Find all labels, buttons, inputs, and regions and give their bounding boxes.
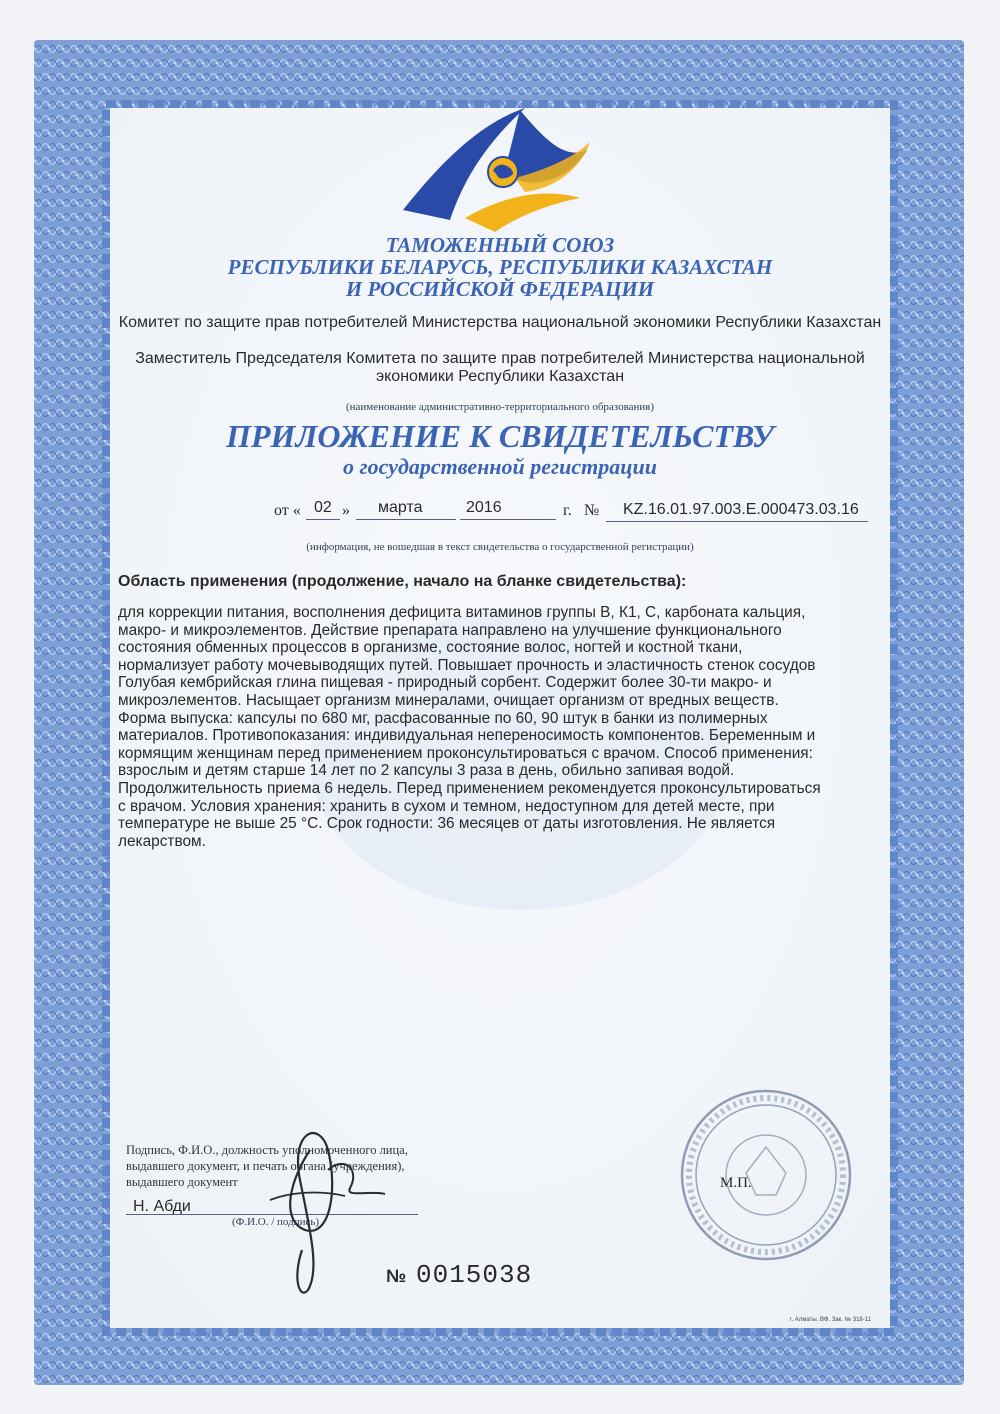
scope-line: материалов. Противопоказания: индивидуальная непереносимость компонентов. Беременным и [118, 727, 816, 745]
scope-line: для коррекции питания, восполнения дефицита витаминов группы В, К1, С, карбоната кальция, [118, 604, 806, 621]
scope-text [118, 604, 888, 850]
customs-union-logo [395, 100, 595, 235]
issuing-authority: Комитет по защите прав потребителей Министерства национальной экономики Республики Казахстан [118, 314, 882, 331]
document-subtitle: о государственной регистрации [343, 454, 657, 479]
date-from-label: от « [274, 502, 301, 519]
date-year: 2016 [466, 499, 502, 516]
scope-line: Продолжительность приема 6 недель. Перед применением рекомендуется проконсультироваться [118, 779, 821, 797]
scope-line: макро- и микроэлементов. Действие препарата направлено на улучшение функционального [118, 621, 782, 639]
issuing-official: Заместитель Председателя Комитета по защите прав потребителей Министерства национальной экономики Республики Казахстан [135, 350, 865, 385]
union-line-1: ТАМОЖЕННЫЙ СОЮЗ [385, 233, 615, 257]
date-line-caption: (информация, не вошедшая в текст свидетельства о государственной регистрации) [306, 541, 694, 553]
date-quote-close: » [342, 502, 350, 519]
scope-line: Форма выпуска: капсулы по 680 мг, расфасованные по 60, 90 штук в банки из полимерных [118, 709, 768, 727]
scope-line: Голубая кембрийская глина пищевая - природный сорбент. Содержит более 30-ти макро- и [118, 674, 772, 692]
signature-note-line-1: Подпись, Ф.И.О., должность уполномоченного лица, [126, 1143, 408, 1157]
date-year-suffix: г. [563, 502, 572, 519]
scope-heading: Область применения (продолжение, начало на бланке свидетельства): [118, 573, 687, 590]
registration-number: KZ.16.01.97.003.E.000473.03.16 [623, 501, 859, 518]
scope-line: взрослым и детям старше 14 лет по 2 капсулы 3 раза в день, обильно запивая водой. [118, 762, 735, 780]
scope-line: кормящим женщинам перед применением проконсультироваться с врачом. Способ применения: [118, 744, 813, 762]
scope-line: микроэлементов. Насыщает организм минералами, очищает организм от вредных веществ. [118, 691, 779, 709]
date-month: марта [378, 499, 423, 516]
reg-number-sign: № [584, 502, 600, 519]
authority-caption: (наименование административно-территориального образования) [345, 401, 655, 413]
printer-note: г. Алматы. ВФ. Зак. № 318-11 [790, 1317, 871, 1323]
official-seal-stamp [676, 1085, 856, 1265]
stamp-place-label: М.П. [720, 1175, 752, 1191]
signature-note-line-2: выдавшего документ, и печать органа (учреждения), [126, 1159, 405, 1173]
scope-line: нормализует работу мочевыводящих путей. Повышает прочность и эластичность стенок сосудов [118, 656, 816, 674]
scope-line: лекарством. [118, 832, 206, 850]
serial-number-sign: № [386, 1266, 407, 1286]
scope-line: состояния обменных процессов в организме, состояние волос, ногтей и костной ткани, [118, 639, 743, 657]
serial-number: 0015038 [416, 1260, 533, 1290]
signatory-name: Н. Абди [133, 1198, 191, 1215]
union-line-3: И РОССИЙСКОЙ ФЕДЕРАЦИИ [345, 277, 655, 301]
date-day: 02 [314, 499, 332, 516]
signature-note-line-3: выдавшего документ [126, 1175, 238, 1189]
scope-line: с врачом. Условия хранения: хранить в сухом и темном, недоступном для детей месте, при [118, 797, 775, 815]
document-title: ПРИЛОЖЕНИЕ К СВИДЕТЕЛЬСТВУ [226, 418, 774, 454]
signatory-caption: (Ф.И.О. / подпись) [232, 1216, 320, 1228]
union-line-2: РЕСПУБЛИКИ БЕЛАРУСЬ, РЕСПУБЛИКИ КАЗАХСТАН [227, 255, 773, 279]
scope-line: температуре не выше 25 °С. Срок годности: 36 месяцев от даты изготовления. Не является [118, 815, 776, 833]
